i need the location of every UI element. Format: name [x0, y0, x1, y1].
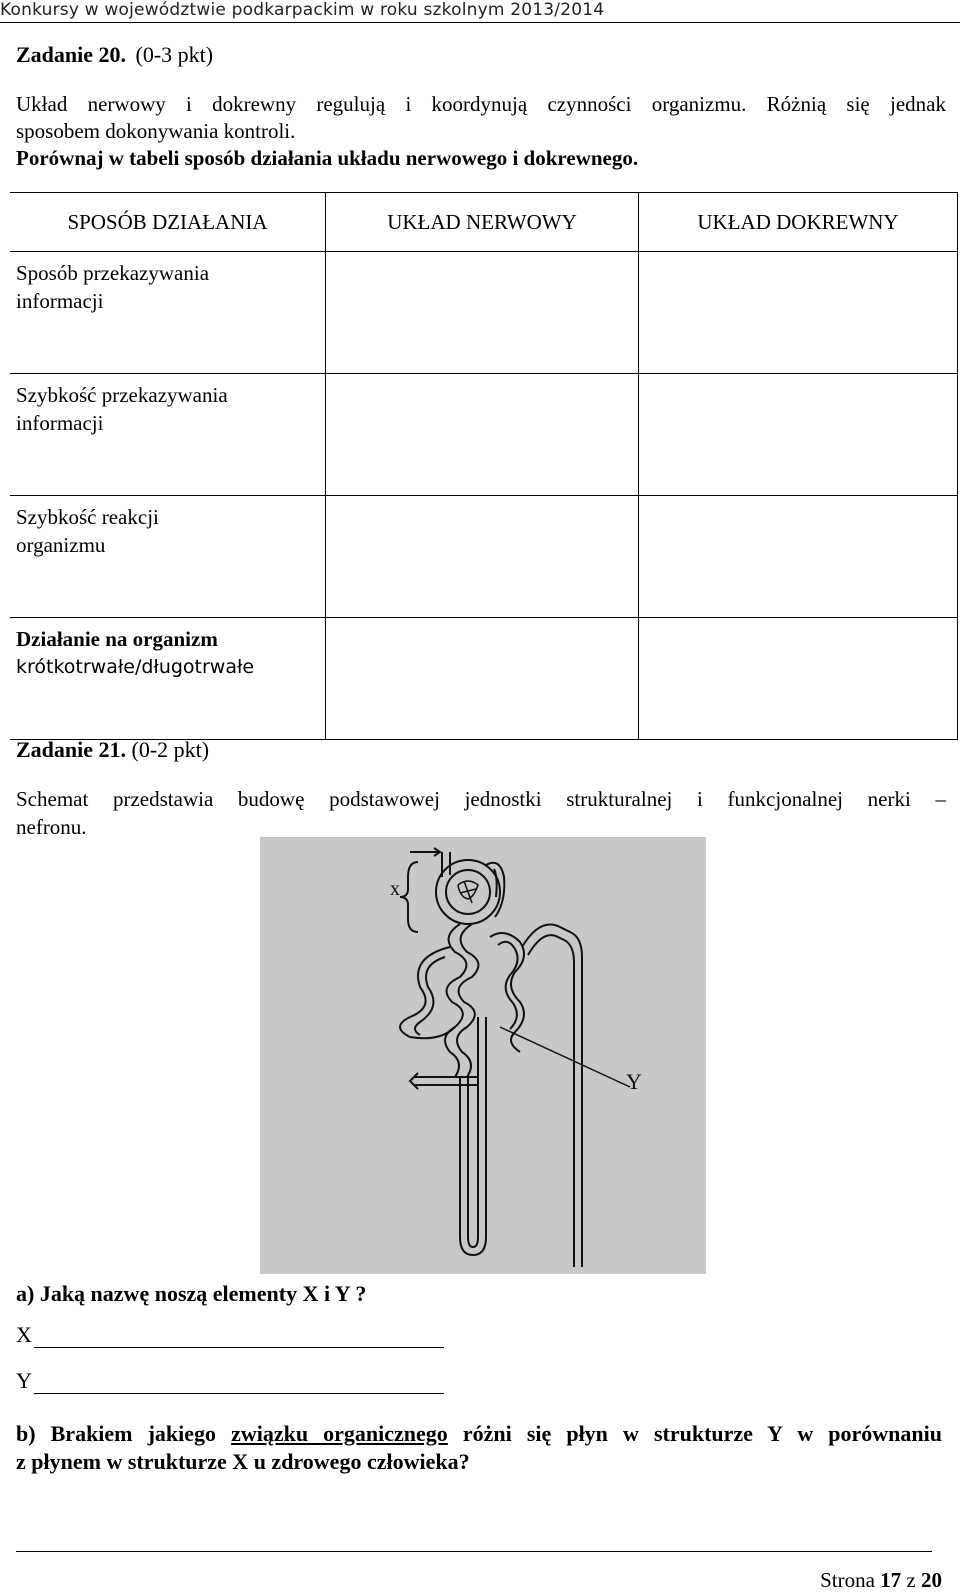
page-mid: z [901, 1568, 921, 1592]
row-label-line1: Szybkość reakcji [16, 505, 159, 529]
row-label-line2: krótkotrwałe/długotrwałe [16, 656, 255, 678]
table-header-row [10, 193, 958, 252]
table-header-nervous: UKŁAD NERWOWY [326, 193, 639, 252]
page-prefix: Strona [820, 1568, 881, 1592]
answer-cell-endocrine[interactable] [639, 374, 958, 496]
header-rule [0, 22, 960, 23]
answer-y-line[interactable] [34, 1371, 444, 1394]
page-number [820, 1568, 942, 1593]
answer-x-label: X [16, 1322, 32, 1347]
task21-intro-line2: nefronu. [16, 815, 87, 839]
brace-x [400, 862, 418, 932]
row-label [10, 618, 326, 740]
question-b [16, 1420, 942, 1476]
task20-points: (0-3 pkt) [135, 42, 214, 67]
task20-title: Zadanie 20. [16, 42, 127, 67]
page-current: 17 [880, 1568, 902, 1592]
table-header-endocrine: UKŁAD DOKREWNY [639, 193, 958, 252]
table-row [10, 252, 958, 374]
answer-cell-nervous[interactable] [326, 618, 639, 740]
task20-instruction: Porównaj w tabeli sposób działania układu nerwowego i dokrewnego. [16, 146, 639, 170]
table-header-method: SPOSÓB DZIAŁANIA [10, 193, 326, 252]
answer-b-line[interactable] [16, 1551, 932, 1552]
task21-points: (0-2 pkt) [131, 737, 210, 762]
answer-cell-nervous[interactable] [326, 374, 639, 496]
row-label-line2: informacji [16, 411, 104, 435]
question-b-part2: różni się płyn w strukturze Y w porównaniu [447, 1421, 942, 1446]
answer-cell-endocrine[interactable] [639, 496, 958, 618]
row-label [10, 496, 326, 618]
question-b-underlined: związku organicznego [231, 1421, 448, 1446]
answer-x-line[interactable] [34, 1325, 444, 1348]
question-b-part1: b) Brakiem jakiego [16, 1421, 232, 1446]
task21-intro [16, 785, 946, 841]
answer-y-label: Y [16, 1368, 32, 1393]
row-label-line1: Działanie na organizm [16, 627, 218, 651]
answer-cell-endocrine[interactable] [639, 618, 958, 740]
answer-cell-endocrine[interactable] [639, 252, 958, 374]
question-a: a) Jaką nazwę noszą elementy X i Y ? [16, 1281, 367, 1306]
task21-title: Zadanie 21. [16, 737, 127, 762]
answer-cell-nervous[interactable] [326, 252, 639, 374]
task21-heading [16, 737, 209, 763]
task20-intro-line2: sposobem dokonywania kontroli. [16, 119, 296, 143]
task20-intro [16, 91, 946, 172]
question-b-line1 [16, 1420, 942, 1448]
answer-y-row [16, 1368, 444, 1394]
label-y: Y [626, 1069, 642, 1094]
row-label [10, 252, 326, 374]
label-x: x [390, 878, 400, 900]
table-row [10, 374, 958, 496]
row-label [10, 374, 326, 496]
row-label-line2: organizmu [16, 533, 106, 557]
table-row [10, 618, 958, 740]
table-row [10, 496, 958, 618]
comparison-table [10, 192, 958, 740]
page-header: Konkursy w województwie podkarpackim w roku szkolnym 2013/2014 [0, 0, 605, 20]
task20-heading [16, 42, 213, 68]
task20-intro-line1: Układ nerwowy i dokrewny regulują i koordynują czynności organizmu. Różnią się jednak [16, 92, 946, 116]
answer-x-row [16, 1322, 444, 1348]
row-label-line2: informacji [16, 289, 104, 313]
task21-intro-line1: Schemat przedstawia budowę podstawowej jednostki strukturalnej i funkcjonalnej nerki – [16, 787, 946, 811]
nephron-drawing [260, 837, 706, 1274]
row-label-line1: Szybkość przekazywania [16, 383, 228, 407]
question-b-line2: z płynem w strukturze X u zdrowego człowieka? [16, 1449, 470, 1474]
row-label-line1: Sposób przekazywania [16, 261, 210, 285]
answer-cell-nervous[interactable] [326, 496, 639, 618]
nephron-diagram [260, 837, 706, 1274]
page-total: 20 [921, 1568, 942, 1592]
